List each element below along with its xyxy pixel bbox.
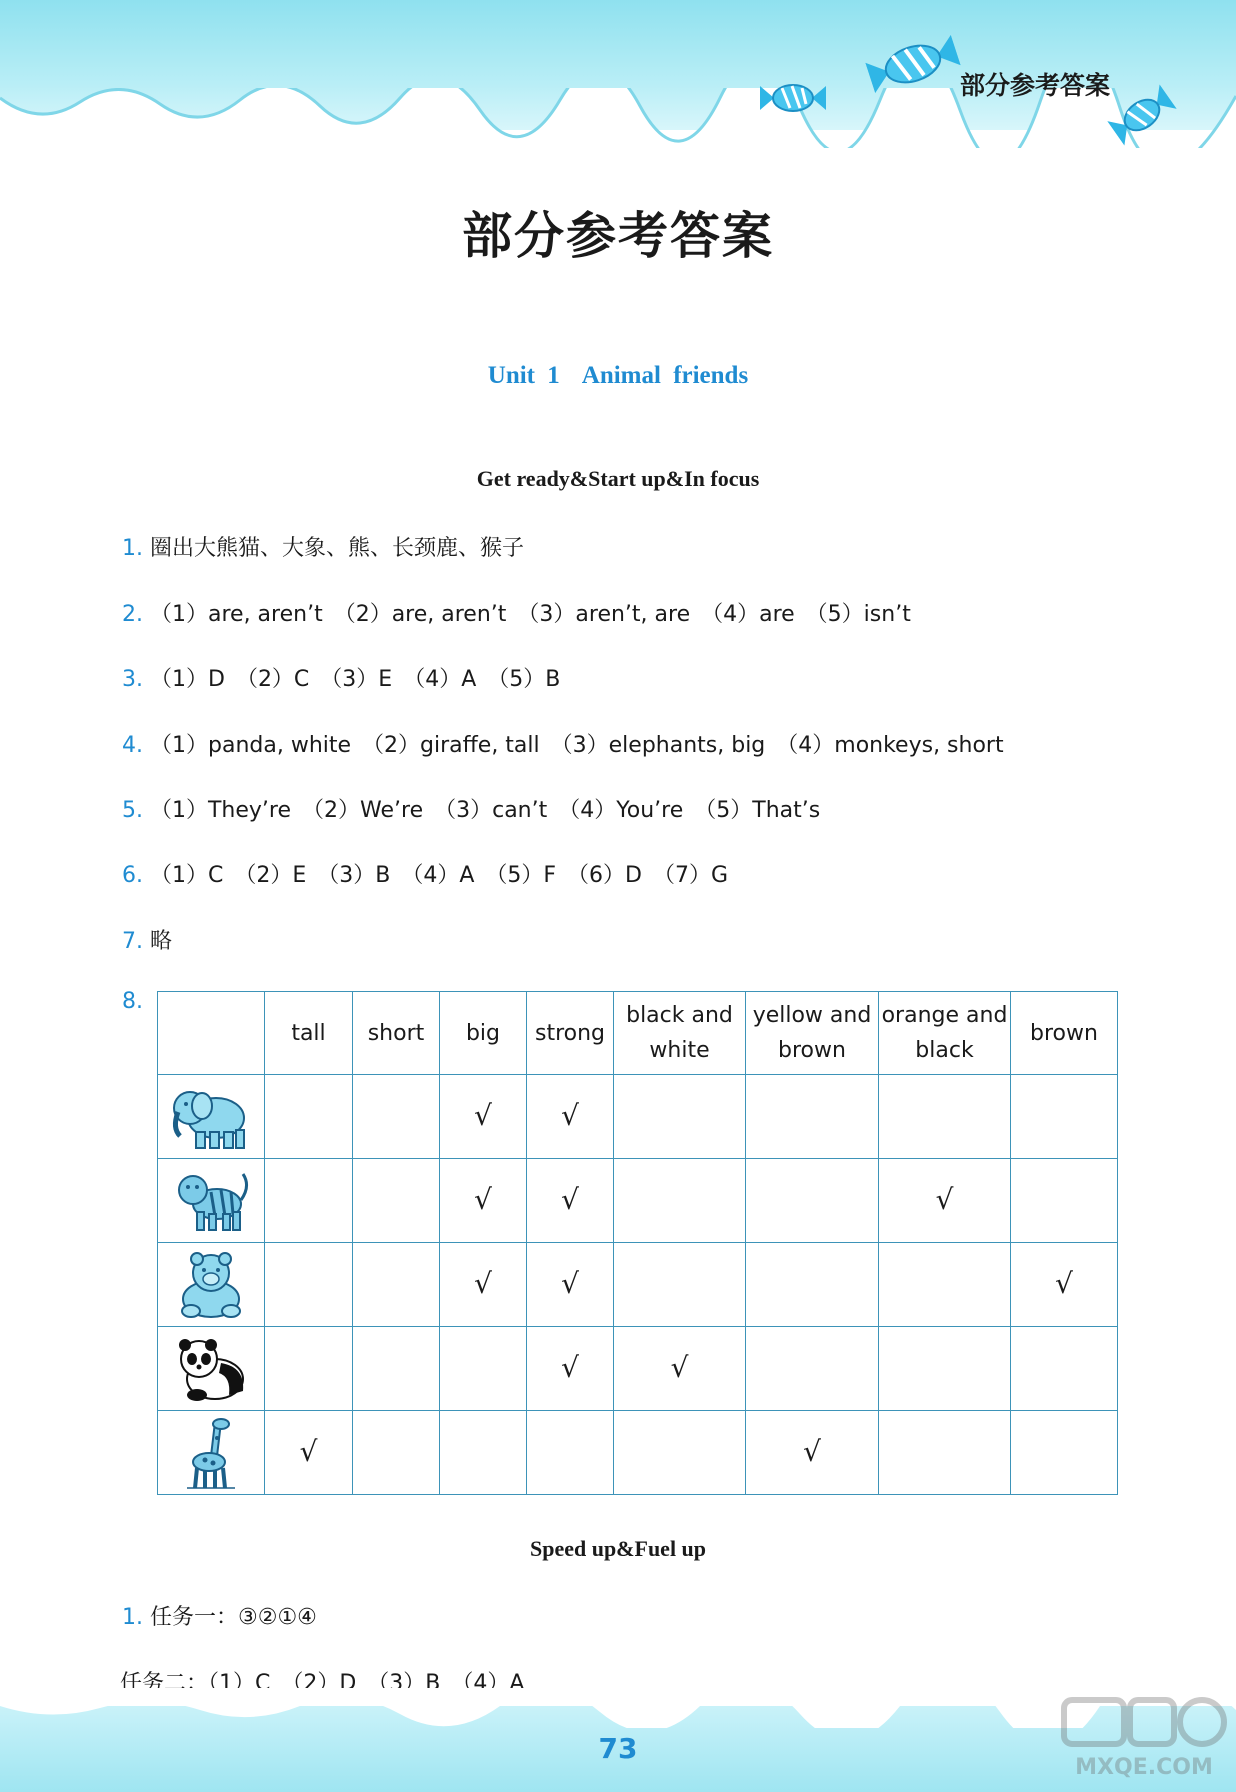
unit-name: Animal friends xyxy=(581,362,749,389)
answer-number: 4. xyxy=(122,733,143,758)
animal-feature-table xyxy=(157,991,1118,1495)
check-mark: √ xyxy=(935,1182,954,1216)
answer-number: 3. xyxy=(122,667,143,692)
column-header: brown xyxy=(1011,992,1118,1075)
animal-cell xyxy=(158,1243,265,1327)
answer-number: 2. xyxy=(122,602,143,627)
watermark-logo xyxy=(1056,1694,1231,1784)
answer-text: 任务一：③②①④ xyxy=(150,1605,317,1630)
answer-3 xyxy=(122,662,560,693)
table-cell xyxy=(1011,1327,1118,1411)
answer-7 xyxy=(122,924,172,955)
page-title: 部分参考答案 xyxy=(462,206,774,265)
answer-8 xyxy=(122,989,143,1014)
animal-cell xyxy=(158,1411,265,1495)
table-row xyxy=(158,1327,1118,1411)
table-cell xyxy=(527,1327,614,1411)
table-row xyxy=(158,1411,1118,1495)
check-mark: √ xyxy=(561,1182,579,1216)
check-mark: √ xyxy=(474,1182,492,1216)
table-cell xyxy=(614,1411,746,1495)
table-cell xyxy=(353,1075,440,1159)
table-cell xyxy=(353,1243,440,1327)
table-cell xyxy=(265,1411,353,1495)
table-cell xyxy=(265,1159,353,1243)
answer-4 xyxy=(122,728,1004,759)
bear-icon xyxy=(158,1249,264,1321)
table-cell xyxy=(746,1159,879,1243)
table-cell xyxy=(1011,1411,1118,1495)
answer-number: 5. xyxy=(122,798,143,823)
candy-icon xyxy=(760,78,826,118)
answer-text: （1）They’re （2）We’re （3）can’t （4）You’re （5）That’s xyxy=(150,798,821,823)
column-header: yellow and brown xyxy=(746,992,879,1075)
table-cell xyxy=(1011,1075,1118,1159)
column-header: short xyxy=(353,992,440,1075)
check-mark: √ xyxy=(1055,1266,1073,1300)
column-header: strong xyxy=(527,992,614,1075)
table-cell xyxy=(879,1075,1011,1159)
table-cell xyxy=(1011,1159,1118,1243)
panda-icon xyxy=(158,1333,264,1405)
answer-number: 1. xyxy=(122,536,143,561)
table-cell xyxy=(879,1327,1011,1411)
answer-text: （1）D （2）C （3）E （4）A （5）B xyxy=(150,667,561,692)
table-cell xyxy=(879,1243,1011,1327)
answer-2 xyxy=(122,597,911,628)
table-cell xyxy=(614,1159,746,1243)
answer-number: 1. xyxy=(122,1605,143,1630)
table-row xyxy=(158,1075,1118,1159)
table-cell xyxy=(614,1327,746,1411)
footer-wave xyxy=(0,1688,1236,1728)
answer-5 xyxy=(122,793,820,824)
unit-title xyxy=(0,362,1236,390)
table-cell xyxy=(746,1075,879,1159)
animal-cell xyxy=(158,1075,265,1159)
table-cell xyxy=(440,1243,527,1327)
answer-6 xyxy=(122,858,728,889)
table-cell xyxy=(879,1411,1011,1495)
table-header-row xyxy=(158,992,1118,1075)
table-cell xyxy=(265,1327,353,1411)
section-title-get-ready: Get ready&Start up&In focus xyxy=(476,466,760,491)
tiger-icon xyxy=(158,1166,264,1236)
check-mark: √ xyxy=(670,1350,689,1384)
column-header: orange and black xyxy=(879,992,1011,1075)
answer-text: （1）C （2）E （3）B （4）A （5）F （6）D （7）G xyxy=(150,863,729,888)
table-cell xyxy=(265,1075,353,1159)
answer-number: 7. xyxy=(122,929,143,954)
table-cell xyxy=(527,1243,614,1327)
animal-cell xyxy=(158,1327,265,1411)
animal-cell xyxy=(158,1159,265,1243)
answer-text: 任务二：（1）C （2）D （3）B （4）A xyxy=(120,1671,525,1696)
giraffe-icon xyxy=(158,1416,264,1490)
table-cell xyxy=(440,1159,527,1243)
table-cell xyxy=(440,1411,527,1495)
check-mark: √ xyxy=(299,1434,318,1468)
table-cell xyxy=(353,1411,440,1495)
table-cell xyxy=(353,1327,440,1411)
column-header: tall xyxy=(265,992,353,1075)
table-cell xyxy=(440,1327,527,1411)
table-cell xyxy=(353,1159,440,1243)
answer-1 xyxy=(122,531,524,562)
answer-number: 6. xyxy=(122,863,143,888)
table-cell xyxy=(879,1159,1011,1243)
elephant-icon xyxy=(158,1082,264,1152)
table-cell xyxy=(746,1327,879,1411)
answer-text: （1）are, aren’t （2）are, aren’t （3）aren’t, are （4）are （5）isn’t xyxy=(150,602,911,627)
answer-text: （1）panda, white （2）giraffe, tall （3）elephants, big （4）monkeys, short xyxy=(150,733,1004,758)
header-corner-cell xyxy=(158,992,265,1075)
column-header: black and white xyxy=(614,992,746,1075)
answer-number: 8. xyxy=(122,989,143,1014)
table-cell xyxy=(746,1411,879,1495)
page-number: 73 xyxy=(598,1732,638,1765)
table-cell xyxy=(1011,1243,1118,1327)
answer-text: 略 xyxy=(150,929,173,954)
section-title-speed-up: Speed up&Fuel up xyxy=(529,1536,707,1561)
table-cell xyxy=(614,1075,746,1159)
watermark-text: MXQE.COM xyxy=(1075,1755,1213,1780)
column-header: big xyxy=(440,992,527,1075)
table-cell xyxy=(746,1243,879,1327)
check-mark: √ xyxy=(474,1098,492,1132)
header-label: 部分参考答案 xyxy=(960,71,1111,100)
table-cell xyxy=(527,1075,614,1159)
table-cell xyxy=(614,1243,746,1327)
table-cell xyxy=(527,1159,614,1243)
check-mark: √ xyxy=(803,1434,821,1468)
answer-s2-1 xyxy=(122,1600,317,1631)
table-row xyxy=(158,1159,1118,1243)
unit-number: Unit 1 xyxy=(487,362,560,389)
check-mark: √ xyxy=(561,1098,579,1132)
table-cell xyxy=(527,1411,614,1495)
table-cell xyxy=(265,1243,353,1327)
table-row xyxy=(158,1243,1118,1327)
table-cell xyxy=(440,1075,527,1159)
answer-text: 圈出大熊猫、大象、熊、长颈鹿、猴子 xyxy=(150,536,525,561)
check-mark: √ xyxy=(561,1266,579,1300)
check-mark: √ xyxy=(561,1350,579,1384)
check-mark: √ xyxy=(474,1266,492,1300)
